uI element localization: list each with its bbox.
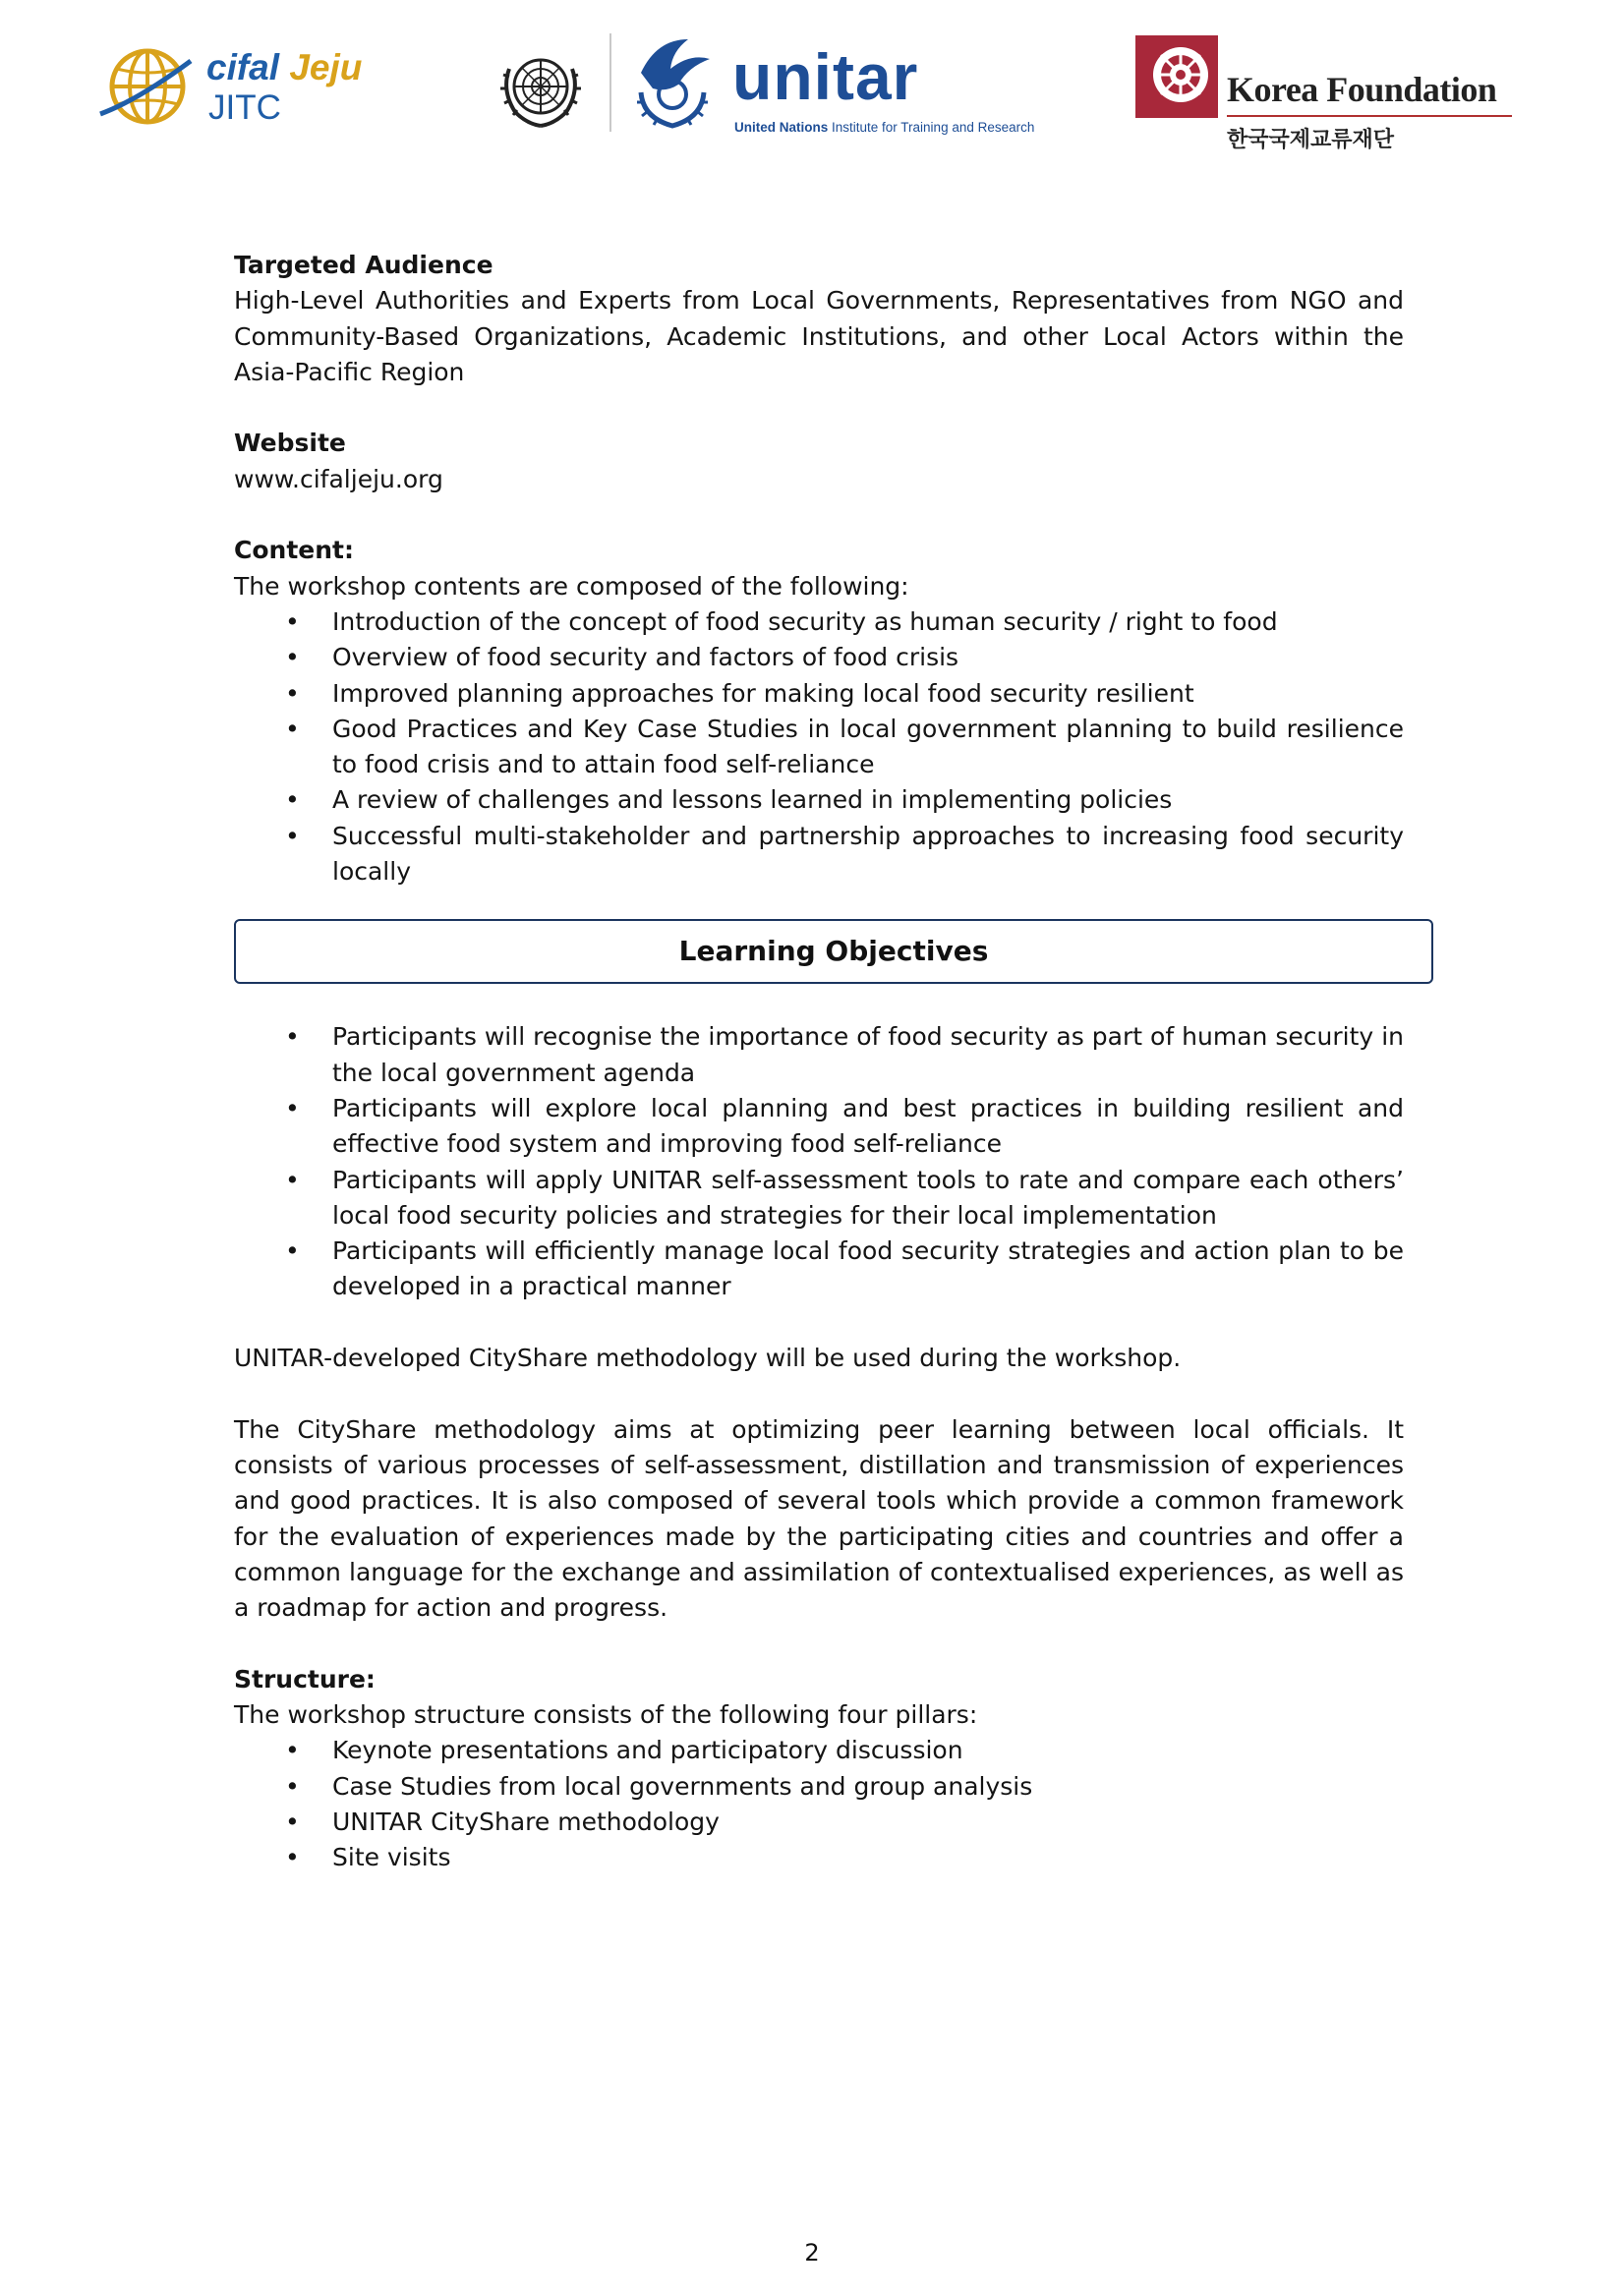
structure-list xyxy=(234,1733,1404,1875)
audience-heading: Targeted Audience xyxy=(234,251,493,279)
document-body xyxy=(234,248,1404,1875)
cifal-jeju-wordmark: cifal Jeju xyxy=(206,47,363,87)
list-item: • Introduction of the concept of food security as human security / right to food xyxy=(234,604,1404,640)
list-item: • Participants will efficiently manage local food security strategies and action plan to be developed in a practical manner xyxy=(234,1234,1404,1305)
list-item: • Improved planning approaches for making local food security resilient xyxy=(234,676,1404,712)
list-item: • Good Practices and Key Case Studies in local government planning to build resilience to food crisis and to attain food self-reliance xyxy=(234,712,1404,783)
korea-foundation-underline xyxy=(1227,115,1512,117)
page-header xyxy=(0,29,1624,157)
unitar-emblem-icon xyxy=(627,33,716,132)
korea-foundation-emblem-icon xyxy=(1135,35,1218,118)
list-item: • A review of challenges and lessons learned in implementing policies xyxy=(234,782,1404,818)
list-item: • Keynote presentations and participatory discussion xyxy=(234,1733,1404,1768)
logo-divider xyxy=(609,33,611,132)
list-item: • Overview of food security and factors of food crisis xyxy=(234,640,1404,675)
methodology-paragraph: The CityShare methodology aims at optimizing peer learning between local officials. It consists of various processes of self-assessment, distillation and transmission of experiences and good practices. It is also composed of several tools which provide a common framework for the evaluation of experiences made by the participating cities and countries and offer a common language for the exchange and assimilation of contextualised experiences, as well as a roadmap for action and progress. xyxy=(234,1414,1404,1623)
content-intro: The workshop contents are composed of the following: xyxy=(234,571,909,601)
website-heading: Website xyxy=(234,429,346,458)
structure-intro: The workshop structure consists of the following four pillars: xyxy=(234,1699,978,1729)
methodology-line: UNITAR-developed CityShare methodology will be used during the workshop. xyxy=(234,1344,1182,1373)
list-item: • Participants will explore local planning and best practices in building resilient and effective food system and improving food self-reliance xyxy=(234,1091,1404,1163)
objectives-list xyxy=(234,1019,1404,1304)
list-item: • Site visits xyxy=(234,1840,1404,1875)
list-item: • Successful multi-stakeholder and partnership approaches to increasing food security locally xyxy=(234,819,1404,890)
globe-icon xyxy=(98,45,193,130)
cifal-jeju-logo xyxy=(98,39,393,138)
learning-objectives-box xyxy=(234,919,1433,984)
learning-objectives-title: Learning Objectives xyxy=(678,935,989,968)
page-number: 2 xyxy=(804,2239,820,2267)
website-url: www.cifaljeju.org xyxy=(234,464,443,493)
korea-foundation-wordmark: Korea Foundation xyxy=(1227,70,1497,109)
list-item: • Case Studies from local governments and group analysis xyxy=(234,1769,1404,1805)
list-item: • Participants will apply UNITAR self-assessment tools to rate and compare each others’ local food security policies and strategies for their local implementation xyxy=(234,1163,1404,1234)
unitar-subtitle: United Nations Institute for Training and Research xyxy=(734,120,1035,135)
structure-heading: Structure: xyxy=(234,1664,376,1693)
korea-foundation-korean-name: 한국국제교류재단 xyxy=(1227,128,1395,152)
content-list xyxy=(234,604,1404,890)
list-item: • Participants will recognise the importance of food security as part of human security in the local government agenda xyxy=(234,1019,1404,1091)
audience-text: High-Level Authorities and Experts from Local Governments, Representatives from NGO and Community-Based Organizations, Academic Institutions, and other Local Actors within the Asia-Pacific Region xyxy=(234,286,1404,386)
united-nations-emblem-icon xyxy=(492,39,590,138)
unitar-wordmark: unitar xyxy=(732,40,919,113)
content-heading: Content: xyxy=(234,536,354,565)
list-item: • UNITAR CityShare methodology xyxy=(234,1805,1404,1840)
jitc-wordmark: JITC xyxy=(208,88,281,127)
